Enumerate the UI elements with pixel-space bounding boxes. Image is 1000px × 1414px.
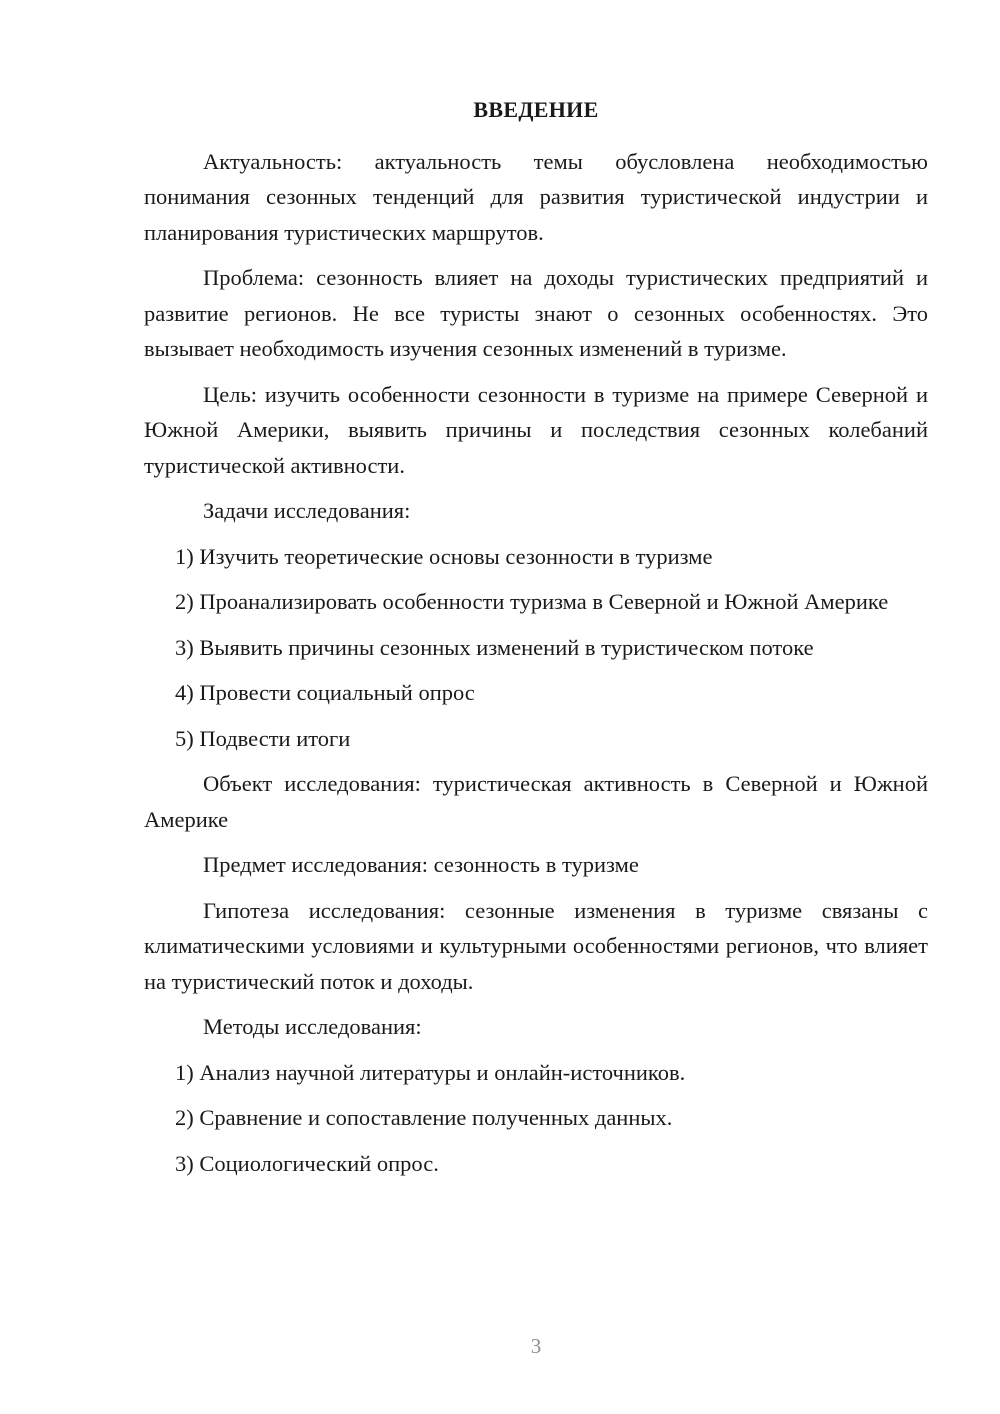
page-number: 3: [530, 1334, 542, 1358]
method-item: 1) Анализ научной литературы и онлайн-источников.: [175, 1059, 686, 1085]
section-title: ВВЕДЕНИЕ: [473, 97, 599, 122]
relevance-paragraph: Актуальность: актуальность темы обусловлена необходимостью понимания сезонных тенденций для развития туристической индустрии и планирования туристических маршрутов.: [144, 148, 928, 245]
task-item: 1) Изучить теоретические основы сезонности в туризме: [175, 543, 713, 569]
tasks-heading: Задачи исследования:: [203, 498, 411, 523]
page-content: [144, 92, 928, 1191]
method-item: 2) Сравнение и сопоставление полученных данных.: [175, 1105, 673, 1130]
task-item: 5) Подвести итоги: [175, 725, 351, 751]
hypothesis-paragraph: Гипотеза исследования: сезонные изменения в туризме связаны с климатическими условиями и культурными особенностями регионов, что влияет на туристический поток и доходы.: [144, 897, 928, 994]
task-item: 4) Провести социальный опрос: [175, 680, 475, 705]
problem-paragraph: Проблема: сезонность влияет на доходы туристических предприятий и развитие регионов. Не все туристы знают о сезонных особенностях. Это вызывает необходимость изучения сезонных изменений в туризме.: [144, 265, 928, 361]
task-item: 3) Выявить причины сезонных изменений в туристическом потоке: [175, 634, 814, 660]
methods-heading: Методы исследования:: [203, 1014, 422, 1039]
object-paragraph: Объект исследования: туристическая активность в Северной и Южной Америке: [144, 771, 928, 832]
goal-paragraph: Цель: изучить особенности сезонности в туризме на примере Северной и Южной Америки, выявить причины и последствия сезонных колебаний туристической активности.: [144, 381, 928, 478]
method-item: 3) Социологический опрос.: [175, 1150, 439, 1176]
subject-paragraph: Предмет исследования: сезонность в туризме: [203, 852, 639, 877]
task-item: 2) Проанализировать особенности туризма в Северной и Южной Америке: [175, 589, 889, 614]
